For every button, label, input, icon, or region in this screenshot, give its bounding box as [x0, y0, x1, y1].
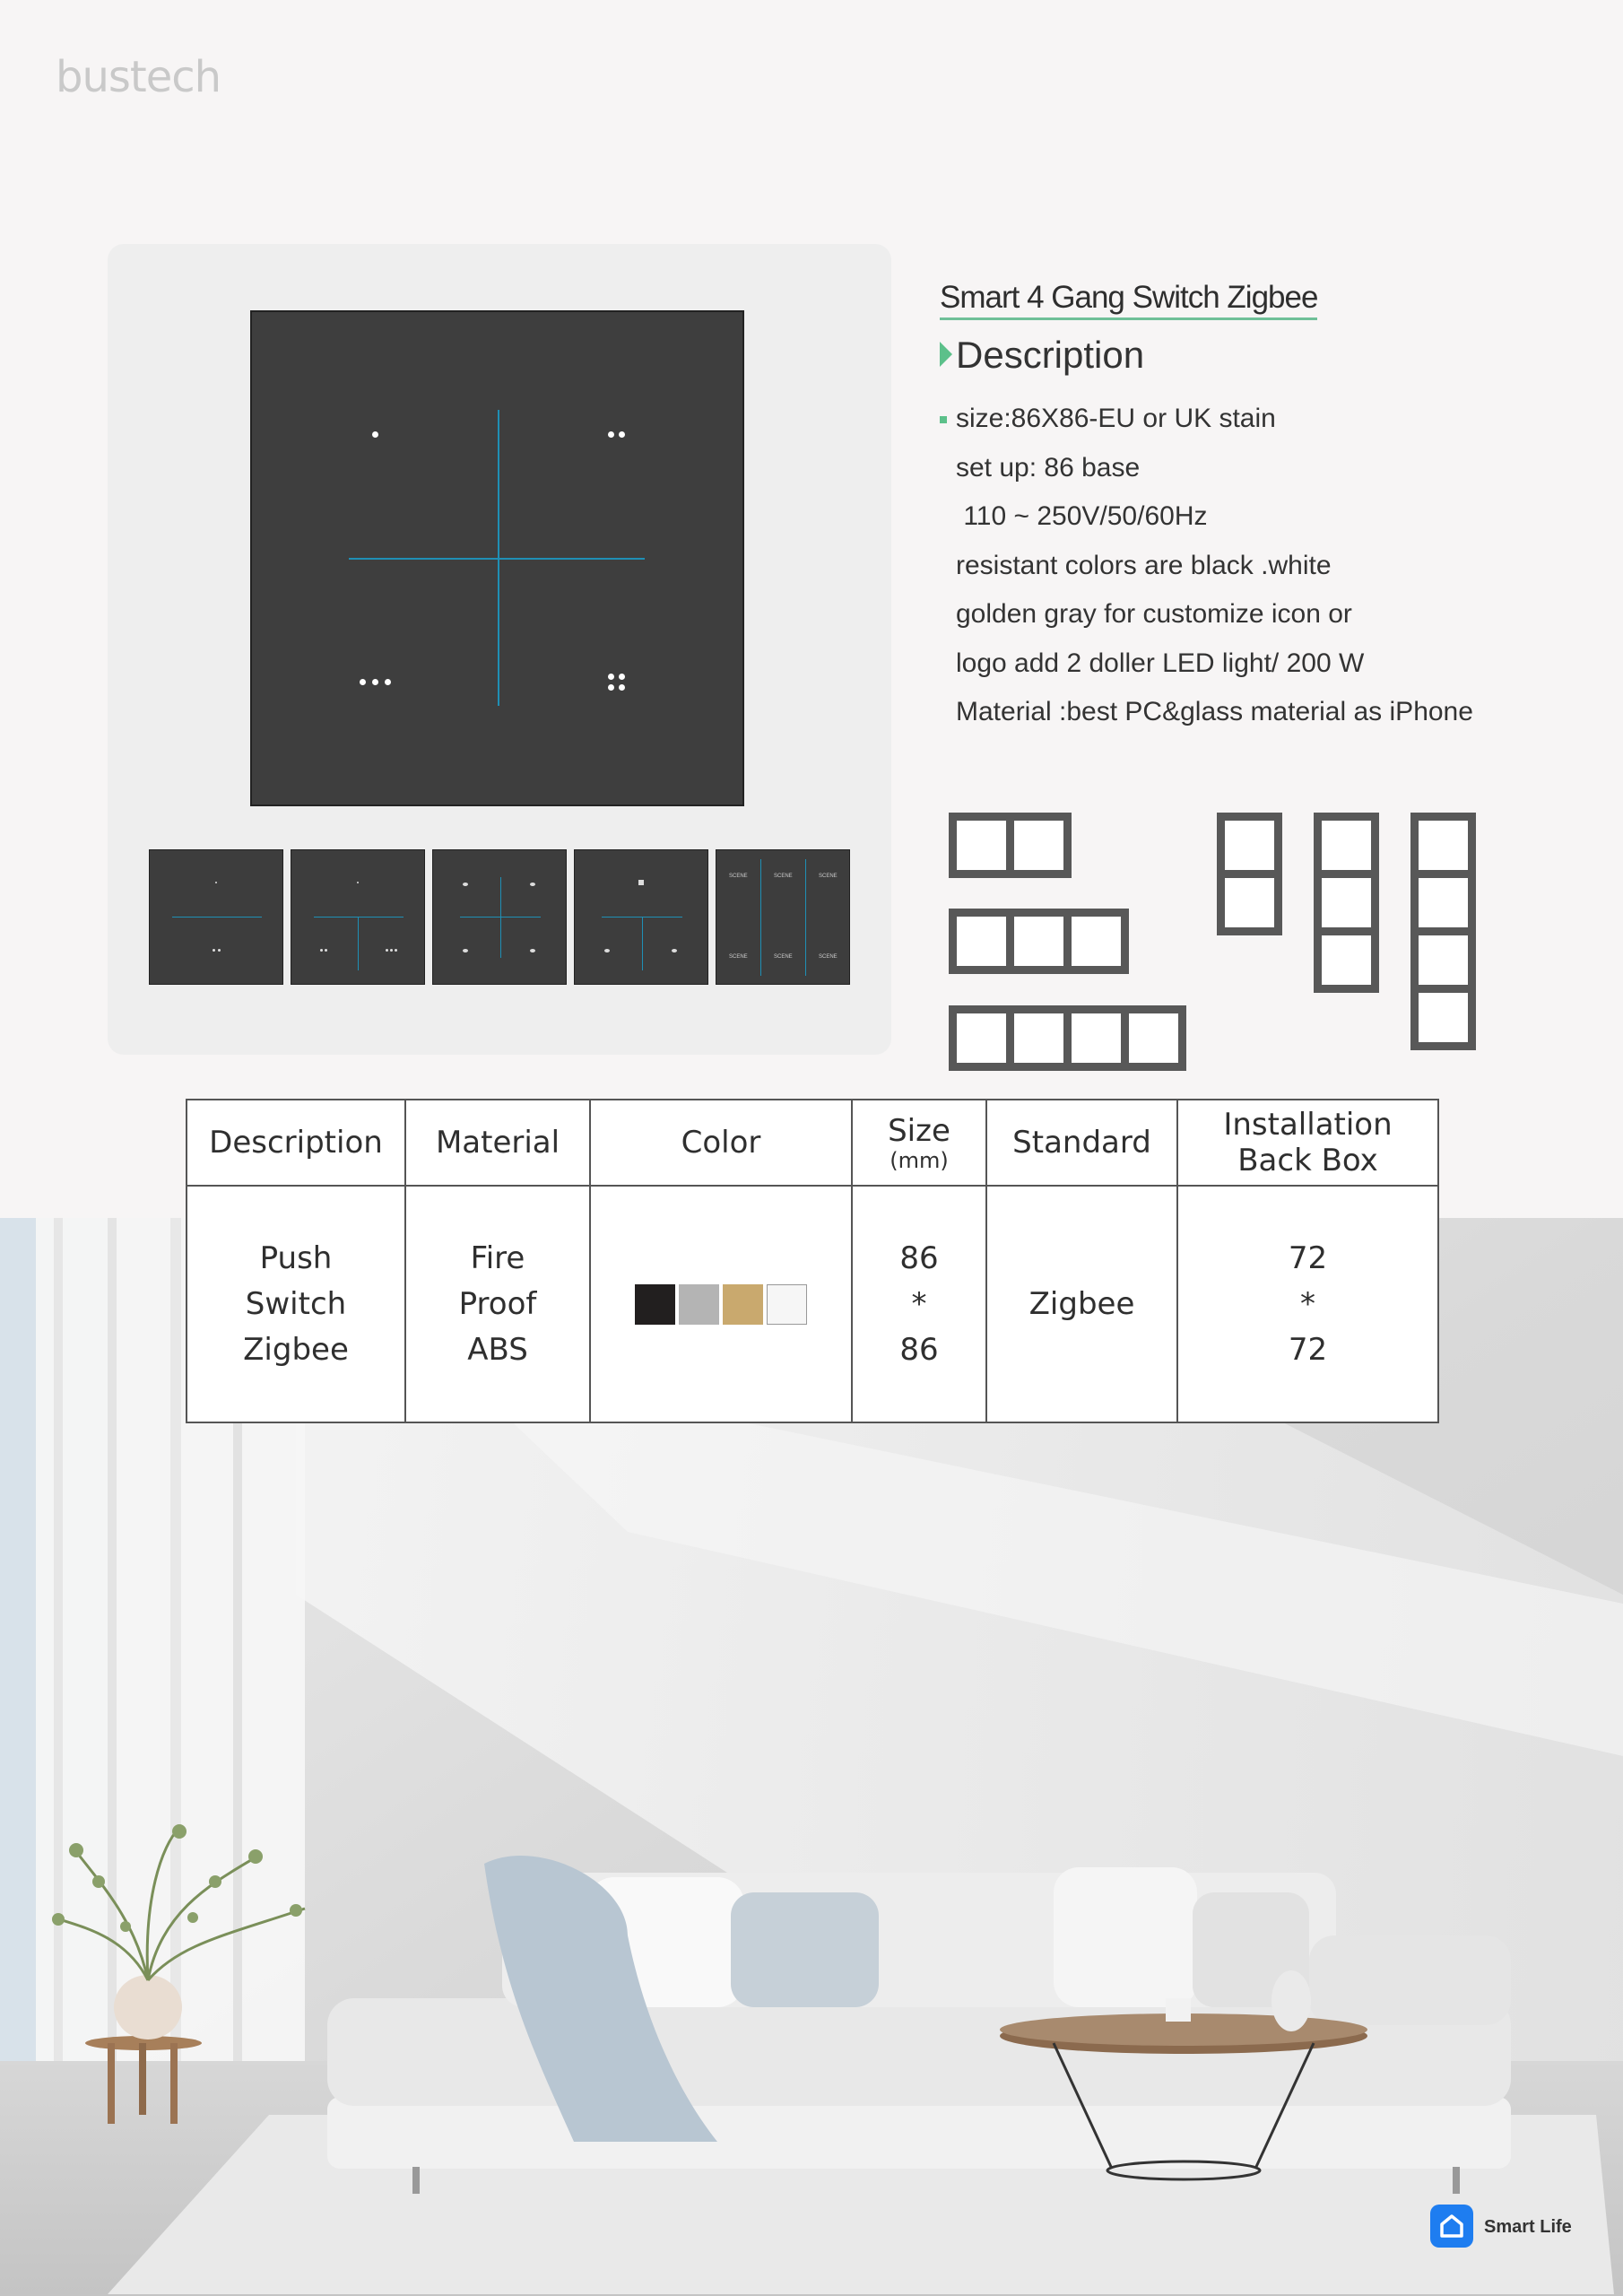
color-swatch [635, 1284, 675, 1325]
layout-3-gang-horizontal-icon [949, 909, 1129, 974]
square-bullet-icon [940, 416, 947, 423]
scene-label: SCENE [819, 954, 838, 960]
spec-table-row [187, 1186, 1438, 1422]
size-unit: (mm) [890, 1148, 949, 1173]
gang-3-indicator [385, 679, 391, 685]
header-color: Color [590, 1100, 852, 1186]
thumbnail-3-gang-curtain[interactable] [574, 849, 708, 985]
description-line: logo add 2 doller LED light/ 200 W [956, 648, 1365, 678]
description-heading-text: Description [956, 334, 1145, 376]
color-swatch [767, 1284, 807, 1325]
description-line: 110 ~ 250V/50/60Hz [956, 501, 1208, 531]
brand-logo: bustech [56, 52, 221, 102]
layout-2-gang-vertical-icon [1217, 813, 1282, 935]
gang-4-indicator [619, 674, 625, 680]
description-line: Material :best PC&glass material as iPhone [956, 697, 1473, 726]
thumbnail-2-gang[interactable] [149, 849, 283, 985]
color-swatch [679, 1284, 719, 1325]
gang-4-indicator [619, 684, 625, 691]
description-heading [940, 334, 1144, 377]
scene-label: SCENE [729, 874, 748, 879]
smart-life-label: Smart Life [1484, 2217, 1572, 2237]
cell-installation: 72 * 72 [1177, 1186, 1438, 1422]
description-list [940, 395, 1585, 737]
layout-4-gang-vertical-icon [1410, 813, 1476, 1050]
thumbnail-4-gang-curtain[interactable] [432, 849, 567, 985]
header-material: Material [405, 1100, 590, 1186]
cell-description: Push Switch Zigbee [187, 1186, 405, 1422]
cell-standard: Zigbee [986, 1186, 1177, 1422]
header-description: Description [187, 1100, 405, 1186]
home-icon[interactable] [1430, 2205, 1473, 2248]
header-standard: Standard [986, 1100, 1177, 1186]
gang-1-indicator [372, 431, 378, 438]
gang-2-indicator [608, 431, 614, 438]
gang-4-indicator [608, 674, 614, 680]
scene-label: SCENE [774, 954, 793, 960]
header-size: Size (mm) [852, 1100, 986, 1186]
gang-4-indicator [608, 684, 614, 691]
color-swatch [723, 1284, 763, 1325]
product-title: Smart 4 Gang Switch Zigbee [940, 280, 1317, 320]
layout-3-gang-vertical-icon [1314, 813, 1379, 993]
gang-3-indicator [360, 679, 366, 685]
description-line: set up: 86 base [956, 452, 1141, 483]
scene-label: SCENE [819, 874, 838, 879]
gang-2-indicator [619, 431, 625, 438]
color-swatches [592, 1284, 850, 1325]
description-line: golden gray for customize icon or [956, 599, 1352, 629]
description-line: size:86X86-EU or UK stain [940, 395, 1585, 444]
thumbnail-3-gang[interactable] [291, 849, 425, 985]
cell-size: 86 * 86 [852, 1186, 986, 1422]
header-installation: Installation Back Box [1177, 1100, 1438, 1186]
layout-2-gang-horizontal-icon [949, 813, 1072, 878]
description-line: resistant colors are black .white [956, 550, 1332, 580]
spec-table [186, 1099, 1439, 1423]
cell-color [590, 1186, 852, 1422]
switch-divider-horizontal [349, 558, 645, 560]
scene-label: SCENE [729, 954, 748, 960]
layout-4-gang-horizontal-icon [949, 1005, 1186, 1071]
thumbnail-6-scene[interactable] [716, 849, 850, 985]
triangle-bullet-icon [940, 342, 952, 367]
main-switch-image[interactable] [250, 310, 744, 806]
scene-label: SCENE [774, 874, 793, 879]
gang-3-indicator [372, 679, 378, 685]
cell-material: Fire Proof ABS [405, 1186, 590, 1422]
spec-table-header-row [187, 1100, 1438, 1186]
